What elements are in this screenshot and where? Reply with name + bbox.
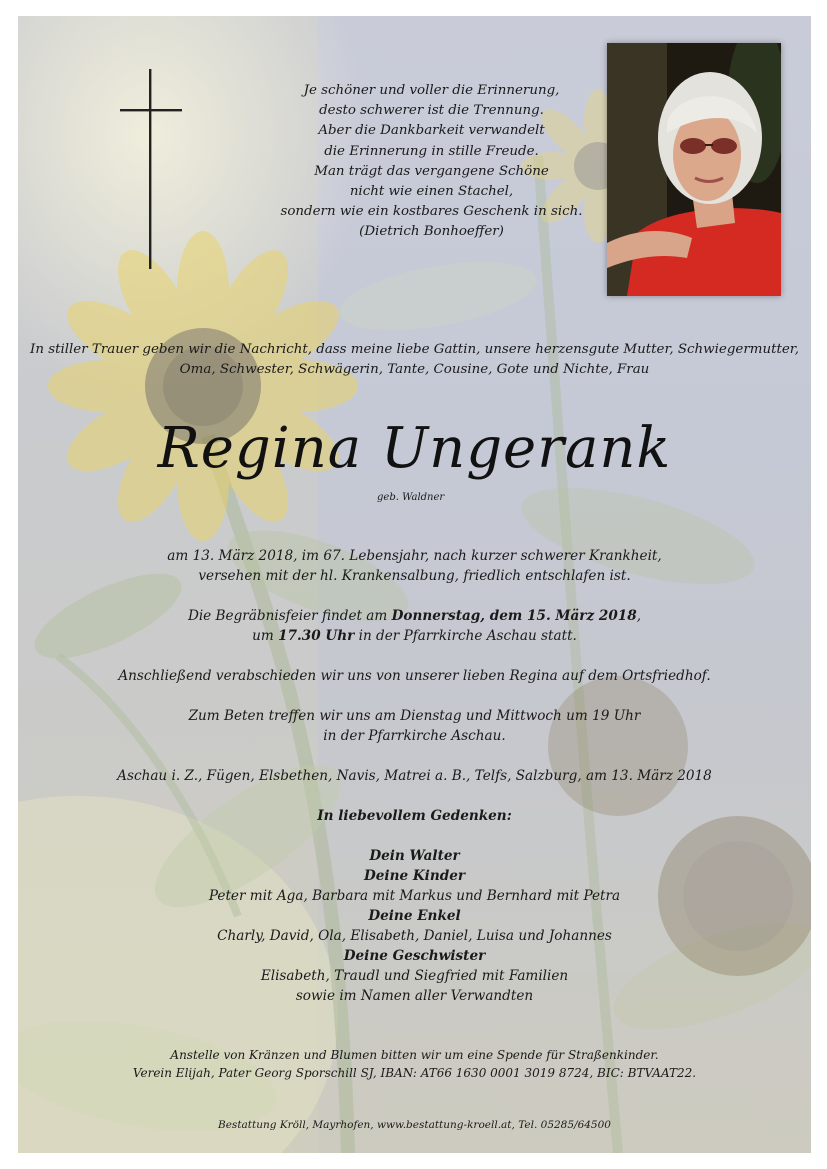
siblings-label: Deine Geschwister	[343, 948, 486, 964]
burial-line: Anschließend verabschieden wir uns von unserer lieben Regina auf dem Ortsfriedhof.	[118, 668, 711, 684]
cross-icon	[120, 69, 182, 269]
funeral-line-1	[18, 606, 811, 626]
funeral-text: um	[252, 628, 279, 644]
husband-label: Dein Walter	[369, 848, 460, 864]
poem-line: nicht wie einen Stachel,	[349, 184, 514, 200]
portrait-photo	[607, 43, 781, 296]
siblings-names: Elisabeth, Traudl und Siegfried mit Familien	[260, 968, 569, 984]
mourners-heading: In liebevollem Gedenken:	[317, 808, 512, 824]
funeral-text: Die Begräbnisfeier findet am	[187, 608, 392, 624]
children-names: Peter mit Aga, Barbara mit Markus und Bernhard mit Petra	[208, 888, 621, 904]
place-date-line: Aschau i. Z., Fügen, Elsbethen, Navis, Matrei a. B., Telfs, Salzburg, am 13. März 2018	[117, 768, 712, 784]
mourners-heading-block	[18, 806, 811, 826]
poem-line: sondern wie ein kostbares Geschenk in sich.	[280, 204, 583, 220]
intro-line: In stiller Trauer geben wir die Nachricht, dass meine liebe Gattin, unsere herzensgute Mutter, Schwiegermutter,	[30, 342, 799, 357]
poem-author: (Dietrich Bonhoeffer)	[359, 224, 504, 240]
funeral-notice	[18, 606, 811, 646]
death-notice	[18, 546, 811, 586]
poem	[218, 81, 645, 243]
funeral-text: in der Pfarrkirche Aschau statt.	[354, 628, 577, 644]
grandchildren-names: Charly, David, Ola, Elisabeth, Daniel, Luisa und Johannes	[217, 928, 612, 944]
death-line: versehen mit der hl. Krankensalbung, friedlich entschlafen ist.	[198, 568, 631, 584]
prayer-line: Zum Beten treffen wir uns am Dienstag und Mittwoch um 19 Uhr	[188, 708, 641, 724]
prayer-line: in der Pfarrkirche Aschau.	[323, 728, 506, 744]
death-line: am 13. März 2018, im 67. Lebensjahr, nach kurzer schwerer Krankheit,	[167, 548, 662, 564]
funeral-line-2	[18, 626, 811, 646]
portrait-image	[607, 43, 781, 296]
intro-line: Oma, Schwester, Schwägerin, Tante, Cousine, Gote und Nichte, Frau	[179, 362, 650, 377]
funeral-date: Donnerstag, dem 15. März 2018	[391, 608, 637, 624]
undertaker-footer: Bestattung Kröll, Mayrhofen, www.bestattung-kroell.at, Tel. 05285/64500	[218, 1119, 611, 1131]
children-label: Deine Kinder	[363, 868, 466, 884]
donation-notice	[18, 1046, 811, 1082]
obituary-page	[18, 16, 811, 1153]
maiden-name: geb. Waldner	[377, 492, 445, 503]
poem-line: Man trägt das vergangene Schöne	[314, 163, 549, 179]
poem-line: die Erinnerung in stille Freude.	[324, 143, 539, 159]
poem-line: Aber die Dankbarkeit verwandelt	[318, 123, 545, 139]
grandchildren-label: Deine Enkel	[368, 908, 461, 924]
poem-line: desto schwerer ist die Trennung.	[319, 103, 544, 119]
donation-line: Verein Elijah, Pater Georg Sporschill SJ, IBAN: AT66 1630 0001 3019 8724, BIC: BTVAAT22.	[132, 1066, 697, 1080]
mourners-list	[18, 846, 811, 1006]
deceased-name: Regina Ungerank	[157, 416, 672, 481]
relatives-line: sowie im Namen aller Verwandten	[295, 988, 534, 1004]
poem-line: Je schöner und voller die Erinnerung,	[303, 83, 560, 98]
burial-notice	[18, 666, 811, 686]
place-date	[18, 766, 811, 786]
funeral-time: 17.30 Uhr	[278, 628, 355, 644]
donation-line: Anstelle von Kränzen und Blumen bitten wir um eine Spende für Straßenkinder.	[170, 1048, 659, 1062]
prayer-notice	[18, 706, 811, 746]
intro-text	[18, 340, 811, 380]
funeral-text: ,	[636, 608, 642, 624]
